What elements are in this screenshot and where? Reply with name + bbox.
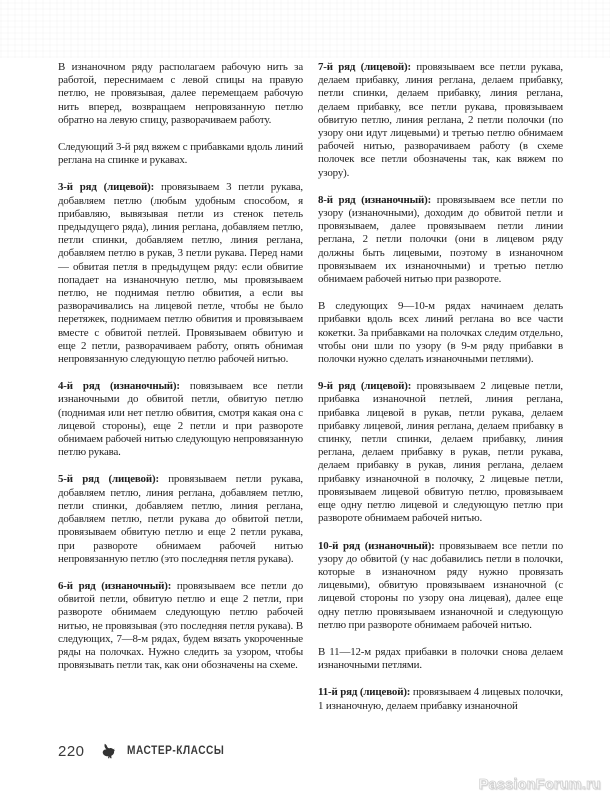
paragraph-text: провязываем 2 лицевые петли, прибавка изнаночной петлей, линия реглана, прибавка лицевой в рукав, петли рукава, делаем прибавку лицевой, линия реглана, делаем прибавку в спинку, петли спинки, делаем прибавку, линия реглана, делаем прибавку в рукав, петли рукава, делаем прибавку в рукав, линия реглана, делаем прибавку изнаночной в полочку, 2 лицевые петли, провязываем лицевой обвитую петлю, провязываем еще одну петлю лицевой и следующую петлю при развороте обнимаем рабочей нитью. bbox=[318, 380, 563, 525]
scan-artifact bbox=[0, 0, 610, 58]
section-title: МАСТЕР-КЛАССЫ bbox=[126, 745, 224, 757]
paragraph-row-10 bbox=[318, 540, 563, 632]
paragraph-text: В 11—12-м рядах прибавки в полочки снова делаем изнаночными петлями. bbox=[318, 645, 563, 672]
left-column bbox=[58, 61, 303, 686]
paragraph-text: провязываем все петли по узору (изнаночными), доходим до обвитой петли и провязываем, далее провязываем петли линии реглана, 2 петли полочки (они в лицевом ряду должны быть лицевыми, поэтому в изнаночном провязываем их изнаночными) и третью петлю обнимаем рабочей нитью при развороте. bbox=[318, 193, 563, 286]
paragraph-row-5 bbox=[58, 473, 303, 565]
paragraph-text: провязываем все петли по узору до обвитой (у нас добавились петли в полочки, которые в изнаночном ряду нужно провязать лицевыми), обвитую провязываем изнаночной (с лицевой стороны по узору она лицевая), далее еще одну петлю провязываем изнаночной и следующую петлю при развороте обнимаем рабочей нитью. bbox=[318, 539, 563, 631]
row-8-heading: 8-й ряд (изнаночный): bbox=[318, 193, 432, 206]
paragraph-text: Следующий 3-й ряд вяжем с прибавками вдоль линий реглана на спинке и рукавах. bbox=[58, 141, 303, 167]
row-4-heading: 4-й ряд (изнаночный): bbox=[58, 380, 180, 393]
paragraph-text: В следующих 9—10-м рядах начинаем делать прибавки вдоль всех линий реглана во все части кокетки. За прибавками на полочках следим отдельно, чтобы они шли по узору (в 9-м ряду прибавки в полочки нужно сделать изнаночными петлями). bbox=[318, 300, 563, 366]
paragraph-row-6 bbox=[58, 580, 303, 672]
paragraph-text: провязываем петли рукава, добавляем петлю, линия реглана, добавляем петлю, петли спинки, добавляем петлю, линия реглана, добавляем петлю, петли рукава до обвитой петли, провязываем обвитую петлю и еще 2 петли рукава, при развороте обнимаем рабочей нитью непровязанную петлю (это последняя петля рукава). bbox=[58, 473, 303, 565]
page-number: 220 bbox=[58, 742, 85, 760]
watermark: PassionForum.ru bbox=[478, 777, 601, 793]
paragraph-row-4 bbox=[58, 380, 303, 459]
paragraph-row-7 bbox=[318, 61, 563, 180]
paragraph-rows-9-10-note bbox=[318, 300, 563, 366]
row-11-heading: 11-й ряд (лицевой): bbox=[318, 686, 411, 699]
right-column bbox=[318, 61, 563, 727]
paragraph-text: провязываем все петли рукава, делаем прибавку, линия реглана, делаем прибавку, петли спинки, делаем прибавку, линия реглана, делаем прибавку, все петли рукава, провязываем обвитую петлю, линия реглана, 2 петли полочки (по узору они идут лицевыми) и третью петлю обнимаем рабочей нитью, разворачиваем работу (в схеме полочек все петли обозначены так, как вяжем по узору). bbox=[318, 61, 563, 179]
row-7-heading: 7-й ряд (лицевой): bbox=[318, 61, 412, 73]
paragraph-next-row-note bbox=[58, 141, 303, 167]
paragraph-intro-wrap-technique bbox=[58, 61, 303, 127]
paragraph-row-11 bbox=[318, 686, 563, 712]
paragraph-row-9 bbox=[318, 380, 563, 525]
paragraph-text: повязываем все петли изнаночными до обвитой петли, обвитую петлю (поднимая или нет петлю обвития, смотря какая она с лицевой стороны), еще 2 петли и при развороте обнимаем рабочей нитью следующую непровязанную петлю рукава. bbox=[58, 380, 303, 459]
row-10-heading: 10-й ряд (изнаночный): bbox=[318, 539, 435, 552]
paragraph-row-3 bbox=[58, 181, 303, 366]
paragraph-rows-11-12-note bbox=[318, 646, 563, 672]
row-3-heading: 3-й ряд (лицевой): bbox=[58, 181, 155, 194]
row-5-heading: 5-й ряд (лицевой): bbox=[58, 473, 159, 486]
rooster-icon bbox=[100, 743, 116, 759]
paragraph-text: В изнаночном ряду располагаем рабочую нить за работой, переснимаем с левой спицы на правую петлю, не провязывая, далее перемещаем рабочую нить вперед, возвращаем непровязанную петлю обратно на левую спицу, разворачиваем работу. bbox=[58, 61, 303, 126]
row-9-heading: 9-й ряд (лицевой): bbox=[318, 380, 412, 393]
paragraph-text: провязываем 3 петли рукава, добавляем петлю (любым удобным способом, я прибавляю, вывязывая петли из стенок петель предыдущего ряда), линия реглана, добавляем петлю, петли спинки, добавляем петлю, линия реглана, добавляем петлю в рукав, 3 петли рукава. Перед нами — обвитая петля в предыдущем ряду: если обвитие попадает на изнаночную петлю, мы провязываем петлю, не поднимая петлю обвития, а если вы разворачивались на лицевой петле, чтобы не было перетяжек, поднимаем петлю обвития и провязываем вместе с обвитой петлей. Провязываем обвитую и еще 2 петли, разворачиваем работу, опять обнимая непровязанную следующую петлю рабочей нитью. bbox=[58, 181, 303, 366]
paragraph-text: провязываем все петли до обвитой петли, обвитую петлю и еще 2 петли, при развороте обнимаем следующую петлю рабочей нитью, не провязывая (это последняя петля рукава). В следующих, 7—8-м рядах, будем вязать укороченные ряды на полочках. Нужно следить за узором, чтобы провязывать петли так, как они обозначены на схеме. bbox=[58, 579, 303, 672]
paragraph-row-8 bbox=[318, 194, 563, 286]
paragraph-text: провязываем 4 лицевых полочки, 1 изнаночную, делаем прибавку изнаночной bbox=[318, 686, 563, 712]
row-6-heading: 6-й ряд (изнаночный): bbox=[58, 579, 172, 592]
page-footer bbox=[58, 741, 237, 761]
